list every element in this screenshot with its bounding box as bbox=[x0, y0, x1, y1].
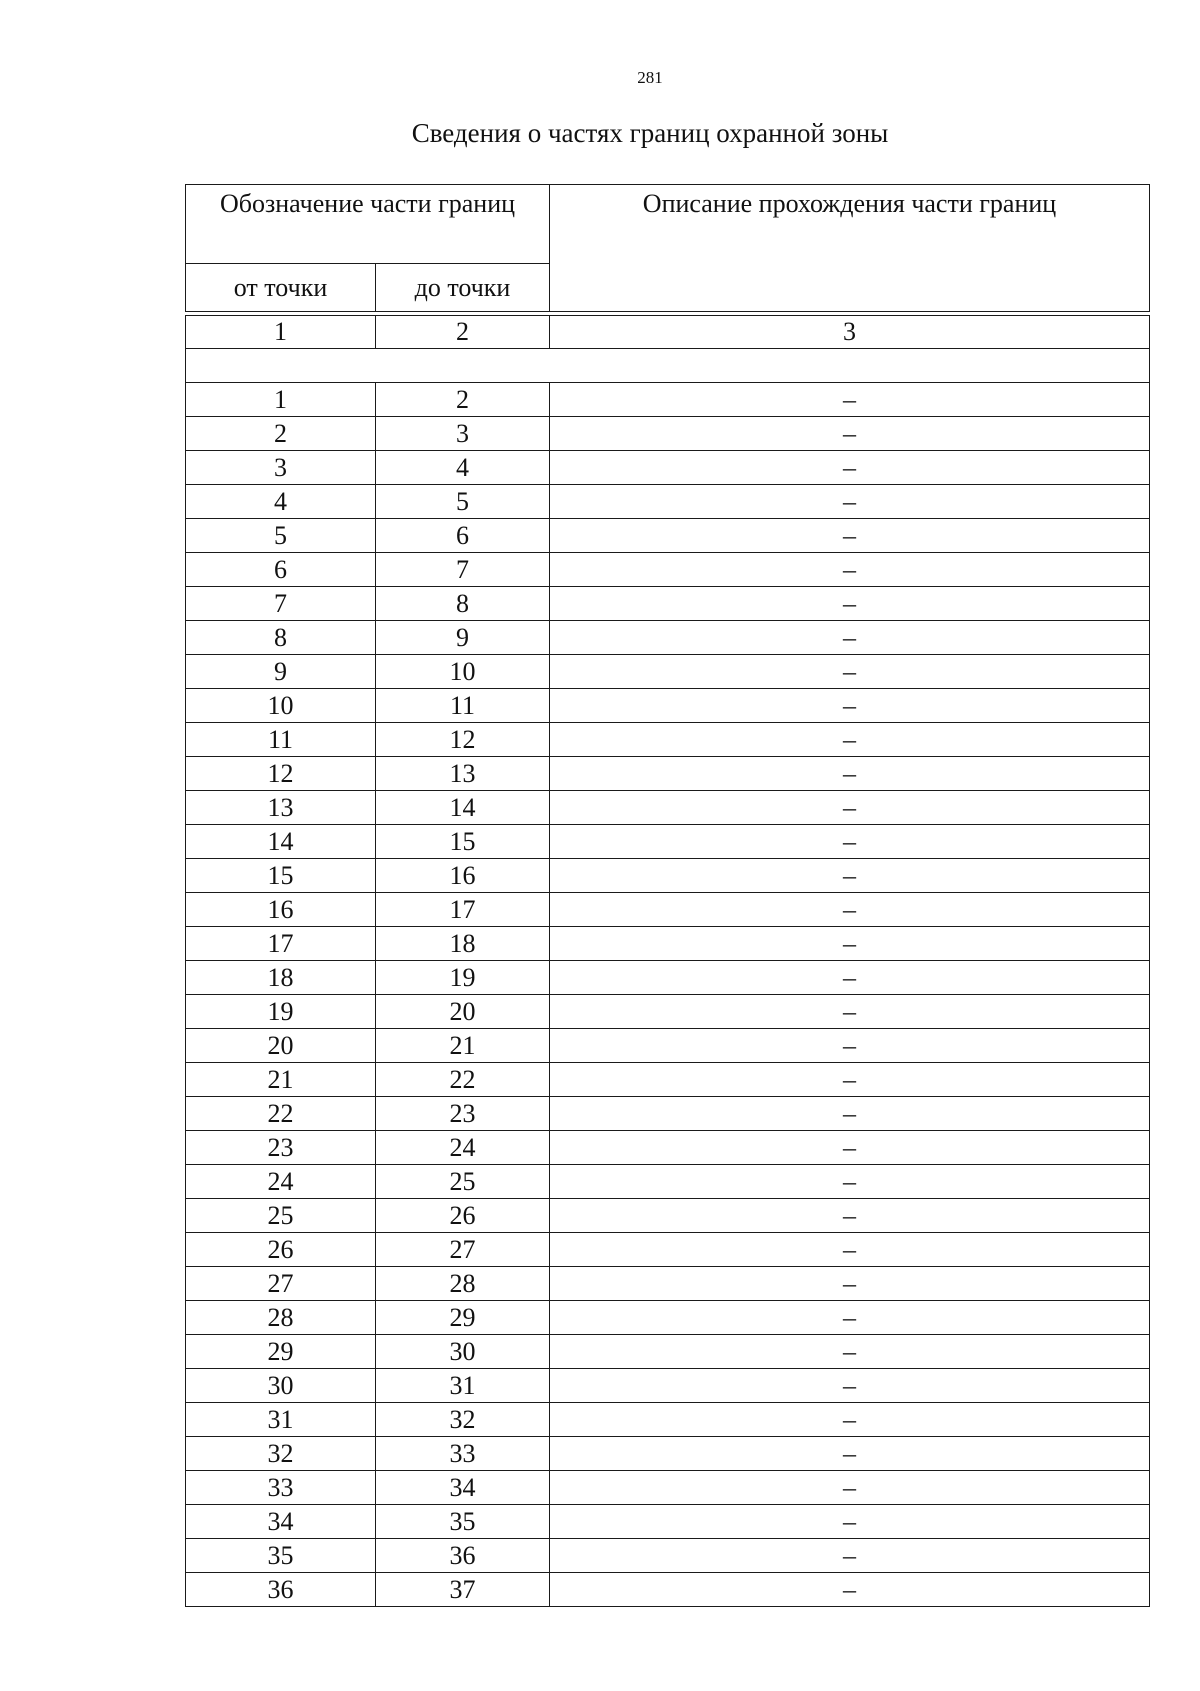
to-point-cell: 3 bbox=[376, 417, 550, 451]
to-point-cell: 7 bbox=[376, 553, 550, 587]
table-row bbox=[186, 995, 1150, 1029]
description-cell: – bbox=[550, 519, 1150, 553]
from-point-cell: 24 bbox=[186, 1165, 376, 1199]
column-number-3: 3 bbox=[550, 316, 1150, 349]
to-point-cell: 35 bbox=[376, 1505, 550, 1539]
to-point-cell: 12 bbox=[376, 723, 550, 757]
description-cell: – bbox=[550, 1165, 1150, 1199]
description-cell: – bbox=[550, 1437, 1150, 1471]
from-point-cell: 18 bbox=[186, 961, 376, 995]
to-point-cell: 27 bbox=[376, 1233, 550, 1267]
to-point-cell: 25 bbox=[376, 1165, 550, 1199]
table-row bbox=[186, 1505, 1150, 1539]
to-point-cell: 26 bbox=[376, 1199, 550, 1233]
header-to-point: до точки bbox=[376, 264, 550, 312]
from-point-cell: 35 bbox=[186, 1539, 376, 1573]
from-point-cell: 36 bbox=[186, 1573, 376, 1607]
description-cell: – bbox=[550, 1097, 1150, 1131]
description-cell: – bbox=[550, 757, 1150, 791]
table-row bbox=[186, 1437, 1150, 1471]
to-point-cell: 10 bbox=[376, 655, 550, 689]
to-point-cell: 31 bbox=[376, 1369, 550, 1403]
table-row bbox=[186, 417, 1150, 451]
description-cell: – bbox=[550, 587, 1150, 621]
to-point-cell: 28 bbox=[376, 1267, 550, 1301]
from-point-cell: 23 bbox=[186, 1131, 376, 1165]
description-cell: – bbox=[550, 927, 1150, 961]
table-row bbox=[186, 587, 1150, 621]
table-row bbox=[186, 1573, 1150, 1607]
table-row bbox=[186, 1335, 1150, 1369]
from-point-cell: 22 bbox=[186, 1097, 376, 1131]
from-point-cell: 6 bbox=[186, 553, 376, 587]
from-point-cell: 20 bbox=[186, 1029, 376, 1063]
to-point-cell: 20 bbox=[376, 995, 550, 1029]
description-cell: – bbox=[550, 995, 1150, 1029]
to-point-cell: 5 bbox=[376, 485, 550, 519]
description-cell: – bbox=[550, 553, 1150, 587]
page-number: 281 bbox=[637, 68, 663, 87]
description-cell: – bbox=[550, 961, 1150, 995]
from-point-cell: 29 bbox=[186, 1335, 376, 1369]
table-row bbox=[186, 1267, 1150, 1301]
from-point-cell: 2 bbox=[186, 417, 376, 451]
table-row bbox=[186, 383, 1150, 417]
table-row bbox=[186, 723, 1150, 757]
to-point-cell: 2 bbox=[376, 383, 550, 417]
from-point-cell: 8 bbox=[186, 621, 376, 655]
description-cell: – bbox=[550, 723, 1150, 757]
column-number-row bbox=[186, 316, 1150, 349]
from-point-cell: 28 bbox=[186, 1301, 376, 1335]
to-point-cell: 23 bbox=[376, 1097, 550, 1131]
description-cell: – bbox=[550, 893, 1150, 927]
table-body bbox=[186, 383, 1150, 1607]
description-cell: – bbox=[550, 417, 1150, 451]
to-point-cell: 36 bbox=[376, 1539, 550, 1573]
to-point-cell: 17 bbox=[376, 893, 550, 927]
description-cell: – bbox=[550, 1063, 1150, 1097]
table-row bbox=[186, 791, 1150, 825]
to-point-cell: 22 bbox=[376, 1063, 550, 1097]
description-cell: – bbox=[550, 1539, 1150, 1573]
from-point-cell: 7 bbox=[186, 587, 376, 621]
table-row bbox=[186, 1165, 1150, 1199]
from-point-cell: 34 bbox=[186, 1505, 376, 1539]
table-row bbox=[186, 519, 1150, 553]
table-row bbox=[186, 689, 1150, 723]
to-point-cell: 11 bbox=[376, 689, 550, 723]
to-point-cell: 32 bbox=[376, 1403, 550, 1437]
table-row bbox=[186, 485, 1150, 519]
description-cell: – bbox=[550, 1335, 1150, 1369]
to-point-cell: 37 bbox=[376, 1573, 550, 1607]
from-point-cell: 19 bbox=[186, 995, 376, 1029]
table-row bbox=[186, 1301, 1150, 1335]
from-point-cell: 10 bbox=[186, 689, 376, 723]
table-row bbox=[186, 553, 1150, 587]
from-point-cell: 31 bbox=[186, 1403, 376, 1437]
table-row bbox=[186, 825, 1150, 859]
section-row bbox=[186, 349, 1150, 383]
table-row bbox=[186, 451, 1150, 485]
description-cell: – bbox=[550, 1505, 1150, 1539]
table-row bbox=[186, 1199, 1150, 1233]
description-cell: – bbox=[550, 859, 1150, 893]
table-row bbox=[186, 1539, 1150, 1573]
table-row bbox=[186, 961, 1150, 995]
section-cell bbox=[186, 349, 1150, 383]
description-cell: – bbox=[550, 1267, 1150, 1301]
to-point-cell: 13 bbox=[376, 757, 550, 791]
from-point-cell: 5 bbox=[186, 519, 376, 553]
to-point-cell: 16 bbox=[376, 859, 550, 893]
header-designation: Обозначение части границ bbox=[186, 185, 550, 264]
from-point-cell: 16 bbox=[186, 893, 376, 927]
description-cell: – bbox=[550, 1301, 1150, 1335]
to-point-cell: 30 bbox=[376, 1335, 550, 1369]
header-row-1 bbox=[186, 185, 1150, 264]
table-row bbox=[186, 655, 1150, 689]
description-cell: – bbox=[550, 689, 1150, 723]
to-point-cell: 29 bbox=[376, 1301, 550, 1335]
from-point-cell: 32 bbox=[186, 1437, 376, 1471]
header-from-point: от точки bbox=[186, 264, 376, 312]
column-number-2: 2 bbox=[376, 316, 550, 349]
description-cell: – bbox=[550, 1029, 1150, 1063]
to-point-cell: 21 bbox=[376, 1029, 550, 1063]
description-cell: – bbox=[550, 485, 1150, 519]
table-header bbox=[186, 185, 1150, 383]
to-point-cell: 34 bbox=[376, 1471, 550, 1505]
to-point-cell: 24 bbox=[376, 1131, 550, 1165]
table-row bbox=[186, 927, 1150, 961]
description-cell: – bbox=[550, 1233, 1150, 1267]
description-cell: – bbox=[550, 825, 1150, 859]
from-point-cell: 30 bbox=[186, 1369, 376, 1403]
from-point-cell: 12 bbox=[186, 757, 376, 791]
table-row bbox=[186, 1233, 1150, 1267]
table-row bbox=[186, 1403, 1150, 1437]
description-cell: – bbox=[550, 1403, 1150, 1437]
table-row bbox=[186, 757, 1150, 791]
column-number-1: 1 bbox=[186, 316, 376, 349]
from-point-cell: 33 bbox=[186, 1471, 376, 1505]
from-point-cell: 3 bbox=[186, 451, 376, 485]
table-row bbox=[186, 893, 1150, 927]
table-row bbox=[186, 1063, 1150, 1097]
to-point-cell: 33 bbox=[376, 1437, 550, 1471]
from-point-cell: 11 bbox=[186, 723, 376, 757]
from-point-cell: 15 bbox=[186, 859, 376, 893]
page-title: Сведения о частях границ охранной зоны bbox=[411, 118, 889, 148]
from-point-cell: 1 bbox=[186, 383, 376, 417]
table-row bbox=[186, 1471, 1150, 1505]
table-row bbox=[186, 1029, 1150, 1063]
description-cell: – bbox=[550, 1471, 1150, 1505]
boundary-parts-table bbox=[185, 184, 1150, 1607]
table-row bbox=[186, 621, 1150, 655]
description-cell: – bbox=[550, 1199, 1150, 1233]
table-row bbox=[186, 1131, 1150, 1165]
description-cell: – bbox=[550, 655, 1150, 689]
to-point-cell: 14 bbox=[376, 791, 550, 825]
description-cell: – bbox=[550, 1369, 1150, 1403]
to-point-cell: 8 bbox=[376, 587, 550, 621]
from-point-cell: 25 bbox=[186, 1199, 376, 1233]
description-cell: – bbox=[550, 451, 1150, 485]
from-point-cell: 26 bbox=[186, 1233, 376, 1267]
from-point-cell: 27 bbox=[186, 1267, 376, 1301]
description-cell: – bbox=[550, 383, 1150, 417]
from-point-cell: 21 bbox=[186, 1063, 376, 1097]
to-point-cell: 9 bbox=[376, 621, 550, 655]
description-cell: – bbox=[550, 621, 1150, 655]
from-point-cell: 14 bbox=[186, 825, 376, 859]
table-row bbox=[186, 859, 1150, 893]
from-point-cell: 13 bbox=[186, 791, 376, 825]
table-row bbox=[186, 1097, 1150, 1131]
from-point-cell: 17 bbox=[186, 927, 376, 961]
table-row bbox=[186, 1369, 1150, 1403]
to-point-cell: 19 bbox=[376, 961, 550, 995]
to-point-cell: 6 bbox=[376, 519, 550, 553]
from-point-cell: 9 bbox=[186, 655, 376, 689]
to-point-cell: 15 bbox=[376, 825, 550, 859]
description-cell: – bbox=[550, 1131, 1150, 1165]
from-point-cell: 4 bbox=[186, 485, 376, 519]
to-point-cell: 18 bbox=[376, 927, 550, 961]
header-description: Описание прохождения части границ bbox=[550, 185, 1150, 312]
description-cell: – bbox=[550, 1573, 1150, 1607]
description-cell: – bbox=[550, 791, 1150, 825]
to-point-cell: 4 bbox=[376, 451, 550, 485]
